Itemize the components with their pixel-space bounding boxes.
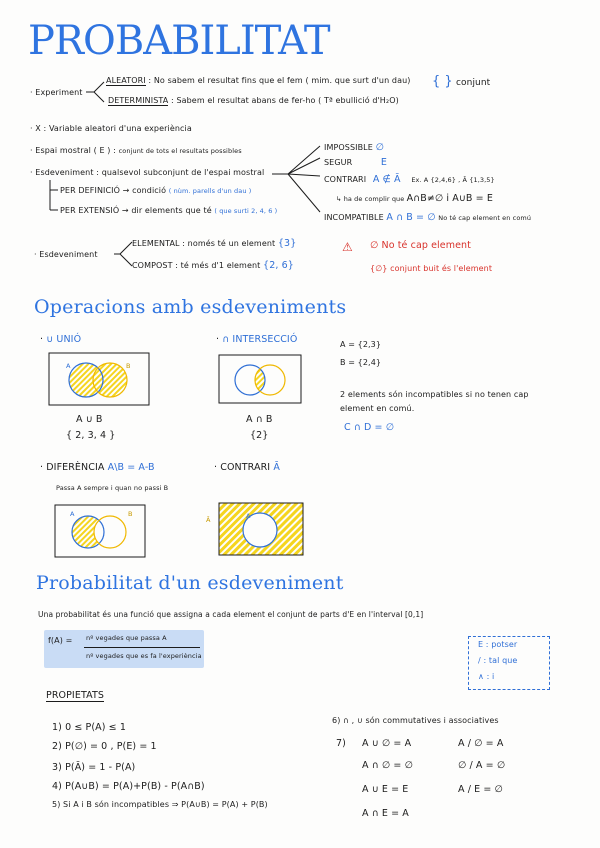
propietat-2: 2) P(∅) = 0 , P(E) = 1 <box>52 741 157 752</box>
contrari-venn-a: A <box>246 512 251 520</box>
incompatible-note: 2 elements són incompatibles si no tenen cap element en comú. <box>340 390 529 413</box>
type-segur: SEGUR E <box>324 157 388 168</box>
probabilitat-def: Una probabilitat és una funció que assigna a cada element el conjunt de parts d'E en l'interval [0,1] <box>38 610 424 619</box>
propietats-heading: PROPIETATS <box>46 690 104 701</box>
probabilitat-heading: Probabilitat d'un esdeveniment <box>36 572 344 594</box>
legend-item-3: ∧ : i <box>478 672 495 681</box>
page-title: PROBABILITAT <box>28 18 330 64</box>
unio-venn <box>48 352 150 406</box>
propietat-7: 7) <box>336 738 346 749</box>
propietat-5: 5) Si A i B són incompatibles ⇒ P(A∪B) = P(A) + P(B) <box>52 800 268 809</box>
unio-set: { 2, 3, 4 } <box>66 430 116 441</box>
interseccio-venn <box>218 354 302 404</box>
type-incompatible: INCOMPATIBLE A ∩ B = ∅ No té cap element en comú <box>324 212 532 223</box>
variable-def: · X : Variable aleatori d'una experiència <box>30 124 192 133</box>
types-branch <box>270 140 324 216</box>
conjunt-label: conjunt <box>456 78 491 88</box>
legend-item-2: / : tal que <box>478 656 518 665</box>
diferencia-label: · DIFERÈNCIA A\B = A-B <box>40 462 155 473</box>
diferencia-venn-b: B <box>128 510 133 518</box>
braces-symbol: { } <box>432 74 453 89</box>
type-impossible: IMPOSSIBLE ∅ <box>324 142 384 153</box>
contrari-venn-abar: Ā <box>206 516 211 524</box>
compost-line: COMPOST : té més d'1 element {2, 6} <box>132 260 294 271</box>
legend-item-1: E : potser <box>478 640 518 649</box>
esdeveniment2-label: · Esdeveniment <box>34 250 98 259</box>
contrari-condition: ↳ ha de complir que A∩B≠∅ i A∪B = E <box>336 193 493 204</box>
eq-left-4: A ∩ E = A <box>362 808 409 819</box>
esdeveniment-def: · Esdeveniment : qualsevol subconjunt de l'espai mostral <box>30 168 265 177</box>
propietat-3: 3) P(Ā) = 1 - P(A) <box>52 762 136 773</box>
propietat-6: 6) ∩ , ∪ són commutatives i associatives <box>332 716 499 725</box>
unio-venn-b: B <box>126 362 131 370</box>
cd-expr: C ∩ D = ∅ <box>344 422 395 433</box>
eq-right-2: ∅ / A = ∅ <box>458 760 506 771</box>
eq-left-1: A ∪ ∅ = A <box>362 738 412 749</box>
propietat-4: 4) P(A∪B) = P(A)+P(B) - P(A∩B) <box>52 781 205 792</box>
per-definicio: PER DEFINICIÓ → condició ( nùm. parells d'un dau ) <box>60 186 252 195</box>
per-extensio: PER EXTENSIÓ → dir elements que té ( que surti 2, 4, 6 ) <box>60 206 278 215</box>
aleatori-line: ALEATORI : No sabem el resultat fins que el fem ( mim. que surt d'un dau) <box>106 76 411 85</box>
definition-bracket <box>46 178 60 214</box>
determinista-line: DETERMINISTA : Sabem el resultat abans de fer-ho ( Tª ebullició d'H₂O) <box>108 96 399 105</box>
interseccio-label: · ∩ INTERSECCIÓ <box>216 334 298 345</box>
propietat-1: 1) 0 ≤ P(A) ≤ 1 <box>52 722 126 733</box>
unio-venn-a: A <box>66 362 71 370</box>
interseccio-set: {2} <box>250 430 269 441</box>
formula-denominator: nº vegades que es fa l'experiència <box>86 652 202 660</box>
interseccio-expr: A ∩ B <box>246 414 273 425</box>
warning-text-2: {∅} conjunt buit és l'element <box>370 264 493 273</box>
set-b: B = {2,4} <box>340 358 382 367</box>
espai-def: · Espai mostral ( E ) : conjunt de tots el resultats possibles <box>30 146 242 155</box>
type-contrari: CONTRARI A ∉ Ā Ex. A {2,4,6} , Ā {1,3,5} <box>324 174 495 185</box>
unio-label: · ∪ UNIÓ <box>40 334 82 345</box>
formula-lhs: f(A) = <box>48 636 73 645</box>
warning-text: ∅ No té cap element <box>370 240 471 251</box>
formula-numerator: nº vegades que passa A <box>86 634 167 642</box>
set-a: A = {2,3} <box>340 340 382 349</box>
experiment-label: · Experiment <box>30 88 83 97</box>
experiment-branch <box>84 78 108 106</box>
operacions-heading: Operacions amb esdeveniments <box>34 296 347 318</box>
warning-icon: ⚠ <box>342 240 353 254</box>
diferencia-note: Passa A sempre i quan no passi B <box>56 484 169 492</box>
eq-left-2: A ∩ ∅ = ∅ <box>362 760 413 771</box>
formula-fraction-bar <box>84 647 200 648</box>
unio-expr: A ∪ B <box>76 414 103 425</box>
contrari-venn <box>218 502 304 556</box>
elemental-line: ELEMENTAL : només té un element {3} <box>132 238 297 249</box>
eq-right-1: A / ∅ = A <box>458 738 504 749</box>
eq-left-3: A ∪ E = E <box>362 784 409 795</box>
eq-right-3: A / E = ∅ <box>458 784 503 795</box>
esdeveniment2-branch <box>112 238 134 270</box>
contrari-label: · CONTRARI Ā <box>214 462 280 473</box>
diferencia-venn-a: A <box>70 510 75 518</box>
